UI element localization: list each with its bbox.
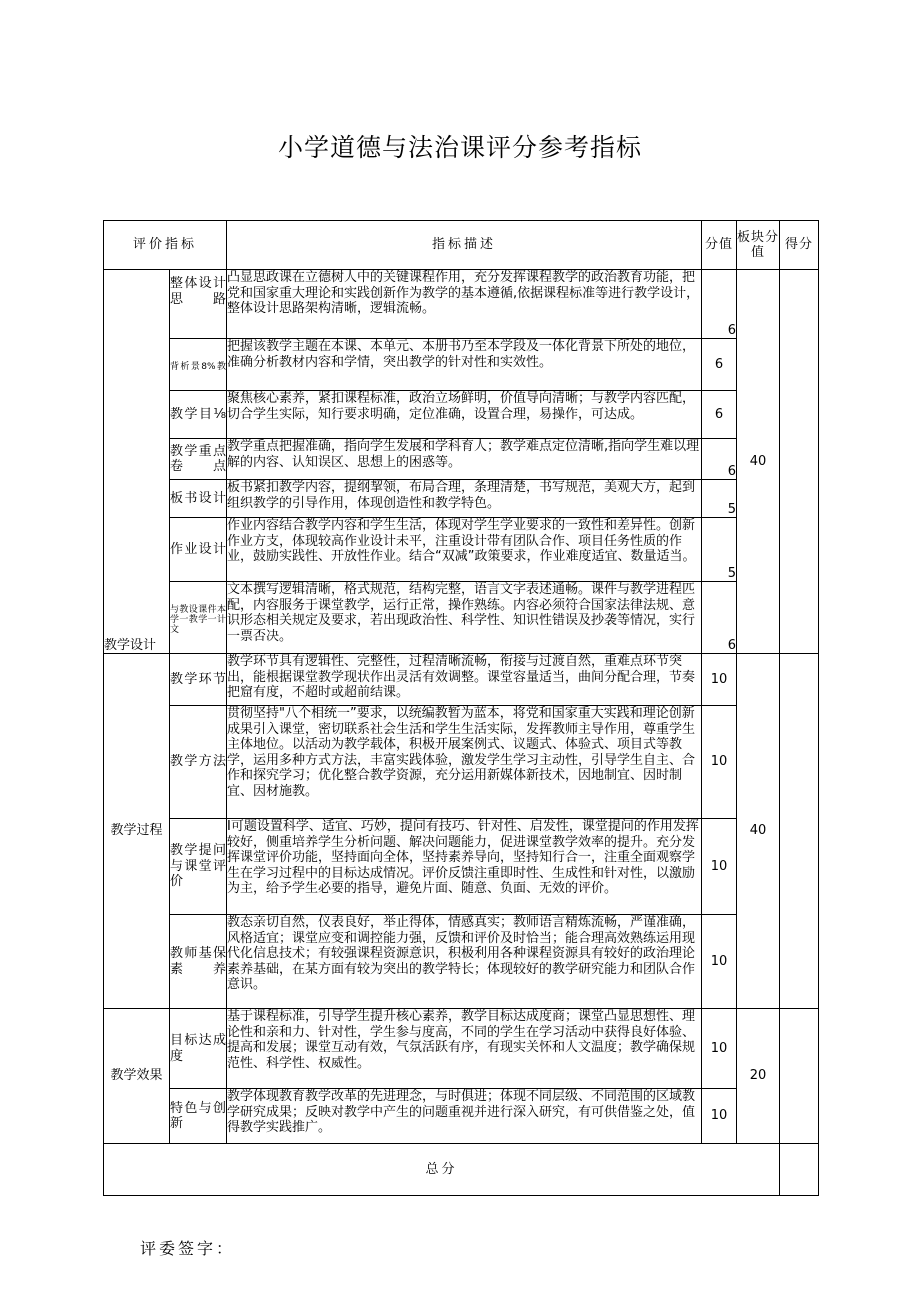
indicator-description: 板书紧扣教学内容，提纲挈领，布局合理，条理清楚，书写规范，美观大方，起到组织教学的引导作用，体现创造性和教学特色。	[227, 480, 702, 518]
sub-indicator: 教学目⅛	[170, 391, 227, 439]
score-value: 6	[702, 582, 737, 654]
sub-indicator: 教学环节	[170, 654, 227, 706]
header-block-score: 板块分值	[737, 221, 780, 270]
obtained-score-cell[interactable]	[780, 654, 819, 1009]
block-score: 40	[737, 270, 780, 654]
table-row	[104, 270, 819, 339]
block-score: 20	[737, 1009, 780, 1144]
section-name: 教学设计	[104, 270, 170, 654]
sub-indicator: 教学方法	[170, 706, 227, 819]
obtained-score-cell[interactable]	[780, 270, 819, 654]
block-score: 40	[737, 654, 780, 1009]
score-value: 6	[702, 339, 737, 391]
sub-indicator: 教学提问与课堂评价	[170, 819, 227, 915]
total-label: 总分	[104, 1144, 780, 1196]
total-row	[104, 1144, 819, 1196]
score-value: 10	[702, 915, 737, 1009]
score-value: 6	[702, 270, 737, 339]
table-row	[104, 480, 819, 518]
score-value: 10	[702, 1009, 737, 1089]
sub-indicator: 教师基保素养	[170, 915, 227, 1009]
indicator-description: 教学环节具有逻辑性、完整性，过程清晰流畅，衔接与过渡自然，重难点环节突出，能根据课堂教学现状作出灵活有效调整。课堂容量适当，曲间分配合理，节奏把窟有度，不超时或超前结课。	[227, 654, 702, 706]
indicator-description: 教学重点把握准确，指向学生发展和学科育人；教学难点定位清晰,指向学生难以理解的内容、认知误区、思想上的困惑等。	[227, 439, 702, 480]
header-indicator: 评价指标	[104, 221, 227, 270]
sub-indicator: 与教设课件本学一教学一计文	[170, 582, 227, 654]
sub-indicator: 板书设计	[170, 480, 227, 518]
evaluation-table	[103, 220, 819, 1196]
table-row	[104, 1009, 819, 1089]
sub-indicator: 作业设计	[170, 518, 227, 582]
indicator-description: 作业内容结合教学内容和学生生活，体现对学生学业要求的一致性和差异性。创新作业方支，体现较高作业设计未平，注重设计带有团队合作、项目任务性质的作业，鼓励实践性、开放性作业。结合“双减”政策要求，作业难度适宜、数量适当。	[227, 518, 702, 582]
score-value: 10	[702, 706, 737, 819]
indicator-description: 聚焦核心素养，紧扣课程标准，政治立场鲜明，价值导向清晰；与教学内容匹配，切合学生实际，知行要求明确，定位准确，设置合理，易操作，可达成。	[227, 391, 702, 439]
table-row	[104, 391, 819, 439]
sub-indicator: 特色与创新	[170, 1089, 227, 1144]
score-value: 5	[702, 480, 737, 518]
score-value: 6	[702, 439, 737, 480]
obtained-score-cell[interactable]	[780, 1009, 819, 1144]
indicator-description: 把握该教学主题在本课、本单元、本册书乃至本学段及一体化背景下所处的地位，准确分析教材内容和学情，突出教学的针对性和实效性。	[227, 339, 702, 391]
sub-indicator: 目标达成度	[170, 1009, 227, 1089]
table-row	[104, 439, 819, 480]
indicator-description: 贯彻坚持"八个相统一”要求，以统编教暂为蓝本，将党和国家重大实践和理论创新成果引入课堂，密切联系社会生活和学生生活实际，发挥教师主导作用，尊重学生主体地位。以活动为教学载体，积极开展案例式、议题式、体验式、项目式等教学，运用多种方式方法，丰富实践体验，激发学生学习主动性，引导学生自主、合作和探究学习；优化整合教学资源，充分运用新媒体新技术，因地制宜、因时制宜、因材施教。	[227, 706, 702, 819]
total-score-cell[interactable]	[780, 1144, 819, 1196]
table-row	[104, 654, 819, 706]
table-row	[104, 1089, 819, 1144]
signature-label: 评委签字：	[140, 1239, 236, 1258]
score-value: 5	[702, 518, 737, 582]
score-value: 10	[702, 819, 737, 915]
table-row	[104, 339, 819, 391]
page-title: 小学道德与法治课评分参考指标	[277, 133, 642, 162]
sub-indicator: 教学重点卷点	[170, 439, 227, 480]
table-row	[104, 819, 819, 915]
table-row	[104, 582, 819, 654]
indicator-description: I可题设置科学、适宜、巧妙，提问有技巧、针对性、启发性，课堂提问的作用发挥较好，侧重培养学生分析问题、解决问题能力，促进课堂教学效率的提升。充分发挥课堂评价功能，坚持面向全体，坚持素养导向，坚持知行合一，注重全面观察学生在学习过程中的目标达成情况。评价反馈注重即时性、生成性和针对性，以激励为主，给予学生必要的指导，避免片面、随意、负面、无效的评价。	[227, 819, 702, 915]
indicator-description: 凸显思政课在立德树人中的关键课程作用，充分发挥课程教学的政治教育功能，把党和国家重大理论和实践创新作为教学的基本遵循,依据课程标准等进行教学设计，整体设计思路架构清晰，逻辑流畅。	[227, 270, 702, 339]
table-row	[104, 706, 819, 819]
score-value: 6	[702, 391, 737, 439]
sub-indicator: 整体设计思路	[170, 270, 227, 339]
sub-indicator: 背析景8%教	[170, 339, 227, 391]
indicator-description: 基于课程标准，引导学生提升核心素养，教学目标达成度商；课堂凸显思想性、理论性和亲和力、针对性，学生参与度高，不同的学生在学习活动中获得良好体验、提高和发展；课堂互动有效，气氛活跃有序，有现实关怀和人文温度；教学确保规范性、科学性、权威性。	[227, 1009, 702, 1089]
table-row	[104, 915, 819, 1009]
table-row	[104, 518, 819, 582]
section-name: 教学过程	[104, 654, 170, 1009]
score-value: 10	[702, 654, 737, 706]
header-obtained: 得分	[780, 221, 819, 270]
score-value: 10	[702, 1089, 737, 1144]
header-row	[104, 221, 819, 270]
indicator-description: 教学体现教育教学改革的先进理念，与时俱进；体现不同层级、不同范围的区域教学研究成果；反映对教学中产生的问题重视并进行深入研究，有可供借鉴之处，值得教学实践推广。	[227, 1089, 702, 1144]
indicator-description: 文本撰写逻辑清晰，格式规范，结构完整，语言文字表述通畅。课件与教学进程匹配，内容服务于课堂教学，运行正常，操作熟练。内容必须符合国家法律法规、意识形态相关规定及要求，若出现政治性、科学性、知识性错误及抄袭等情况，实行一票否决。	[227, 582, 702, 654]
section-name: 教学效果	[104, 1009, 170, 1144]
header-description: 指标描述	[227, 221, 702, 270]
header-score: 分值	[702, 221, 737, 270]
indicator-description: 教态亲切自然，仪表良好，举止得体，情感真实；教师语言精炼流畅，严谨准确，风格适宜；课堂应变和调控能力强，反馈和评价及时恰当；能合理高效熟练运用现代化信息技术；有较强课程资源意识，积极利用各种课程资源具有较好的政治理论素养基础，在某方面有较为突出的教学特长；体现较好的教学研究能力和团队合作意识。	[227, 915, 702, 1009]
